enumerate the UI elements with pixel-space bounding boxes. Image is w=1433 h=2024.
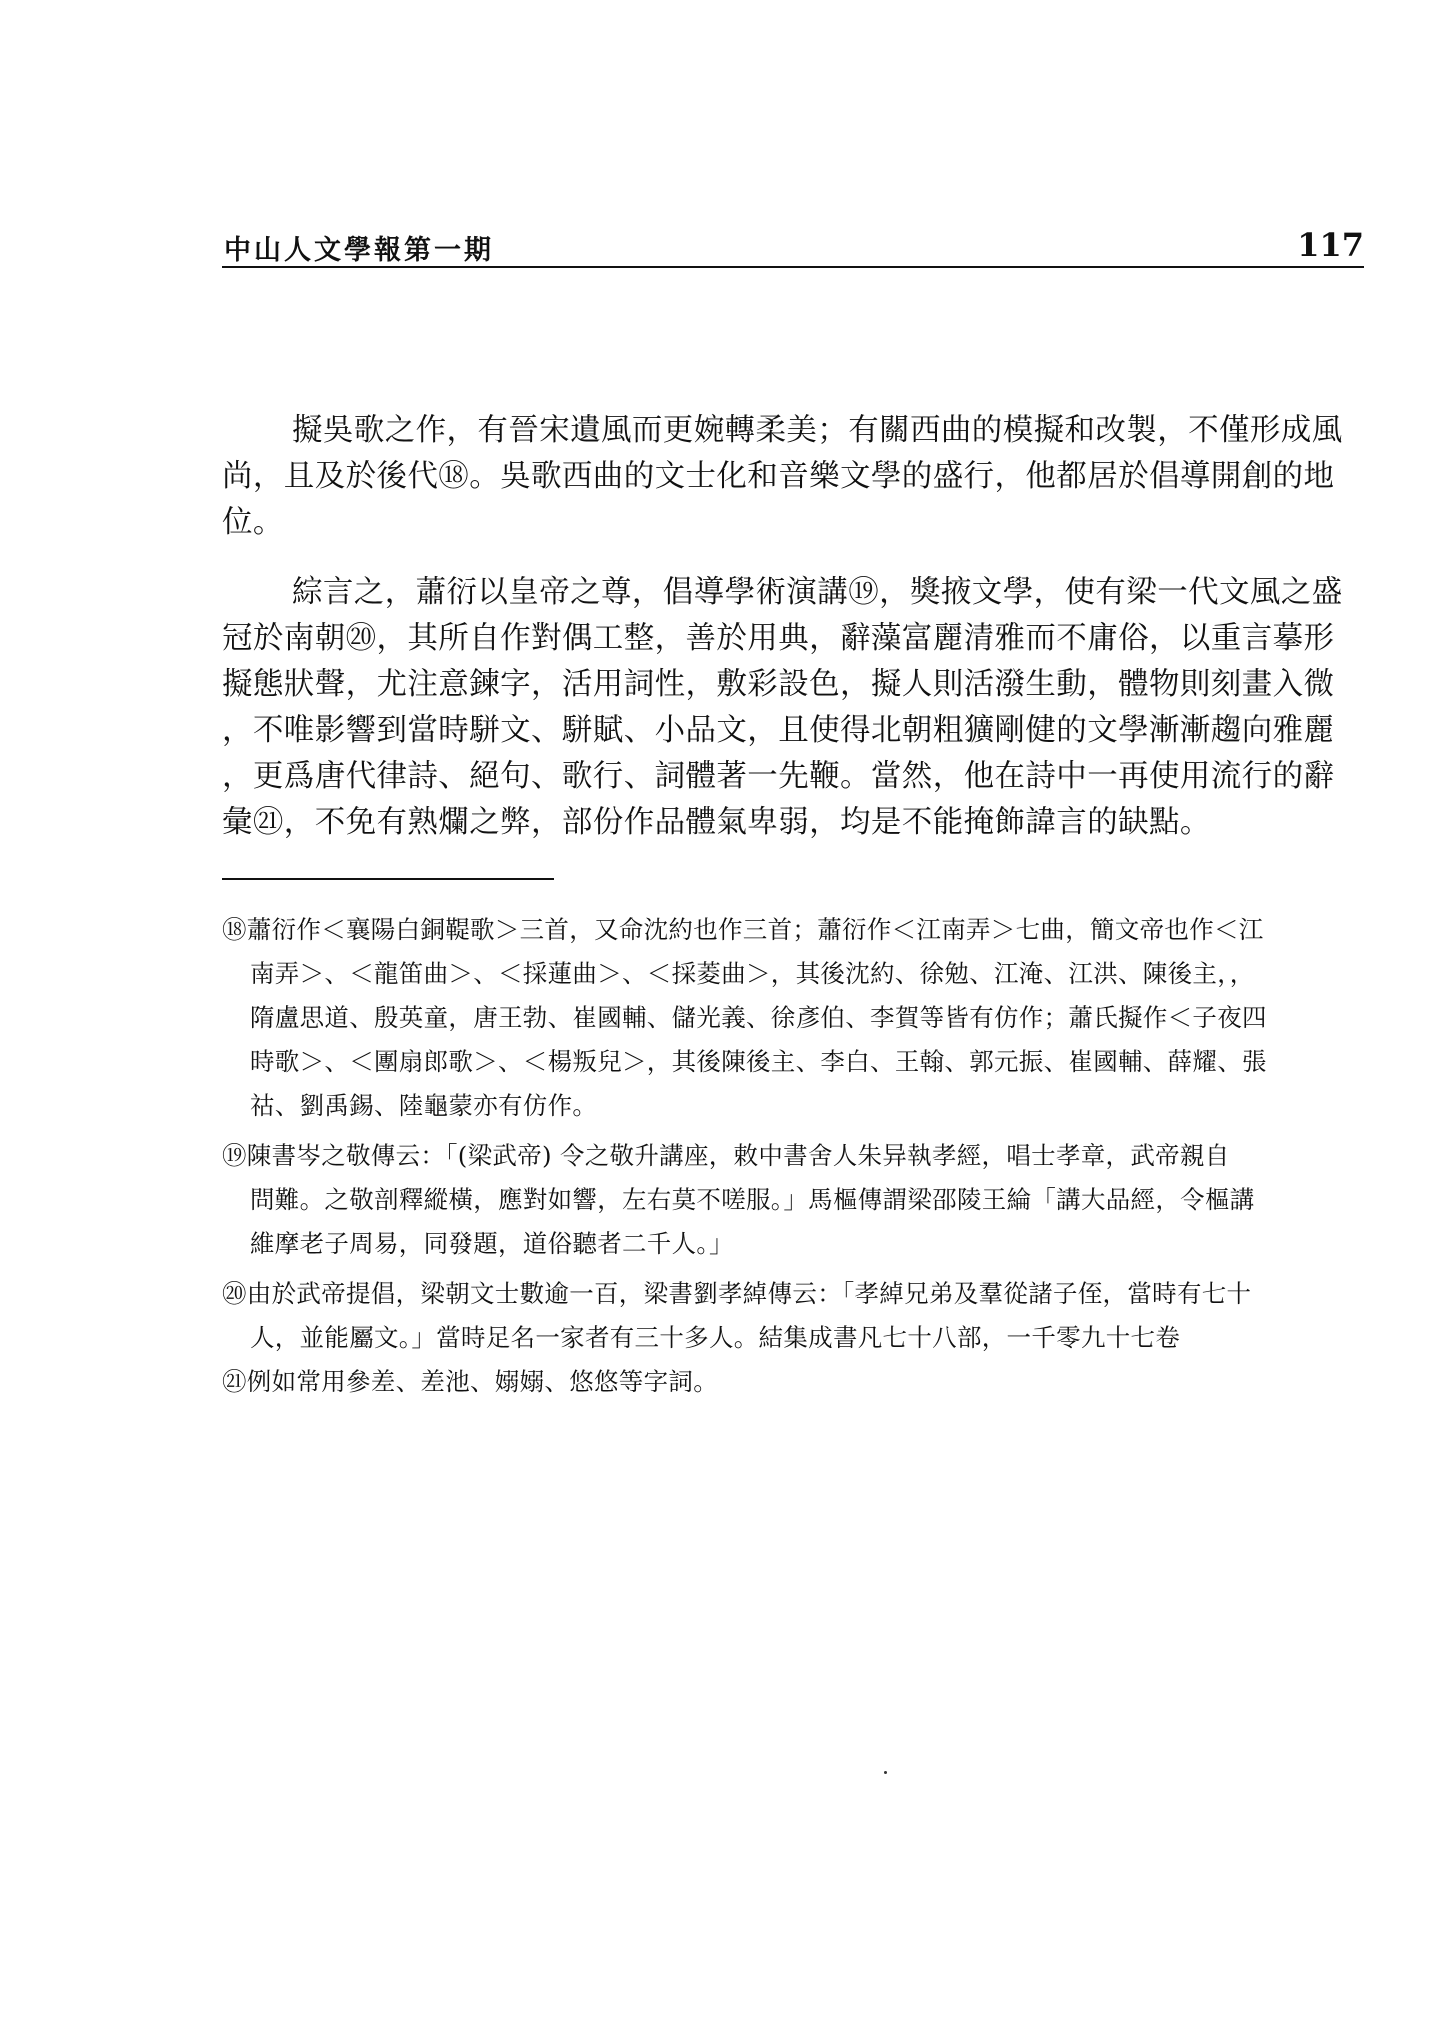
footnote-line: 時歌＞、＜團扇郎歌＞、＜楊叛兒＞，其後陳後主、李白、王翰、郭元振、崔國輔、薛耀、張 xyxy=(250,1047,1267,1076)
footnote-line: 問難。之敬剖釋縱橫，應對如響，左右莫不嗟服。」馬樞傳謂梁邵陵王綸「講大品經，令樞講 xyxy=(250,1185,1255,1214)
footnote-separator xyxy=(222,878,554,880)
footnote-18 xyxy=(222,908,1364,1128)
footnote-21 xyxy=(222,1360,1364,1404)
text-line: 擬態狀聲，尤注意鍊字，活用詞性，敷彩設色，擬人則活潑生動，體物則刻畫入微 xyxy=(222,667,1335,702)
text-line: 彙㉑，不免有熟爛之弊，部份作品體氣卑弱，均是不能掩飾諱言的缺點。 xyxy=(222,805,1211,840)
footnote-line: 維摩老子周易，同發題，道俗聽者二千人。」 xyxy=(250,1229,734,1258)
page-number: 117 xyxy=(1297,226,1364,264)
text-line: 位。 xyxy=(222,505,284,540)
footnote-line: ⑲陳書岑之敬傳云：「(梁武帝) 令之敬升講座，敕中書舍人朱异執孝經，唱士孝章，武帝親自 xyxy=(222,1141,1230,1170)
footnote-line: ⑱蕭衍作＜襄陽白銅鞮歌＞三首，又命沈約也作三首；蕭衍作＜江南弄＞七曲，簡文帝也作＜江 xyxy=(222,915,1264,944)
text-line: ，不唯影響到當時駢文、駢賦、小品文，且使得北朝粗獷剛健的文學漸漸趨向雅麗 xyxy=(222,713,1335,748)
footnote-20 xyxy=(222,1272,1364,1360)
footnote-19 xyxy=(222,1134,1364,1266)
paragraph xyxy=(222,570,1364,846)
footnote-line: 祜、劉禹錫、陸龜蒙亦有仿作。 xyxy=(250,1091,598,1120)
running-header xyxy=(222,226,1364,268)
text-line: 綜言之，蕭衍以皇帝之尊，倡導學術演講⑲，獎掖文學，使有梁一代文風之盛 xyxy=(292,575,1343,610)
footnote-line: ⑳由於武帝提倡，梁朝文士數逾一百，梁書劉孝綽傳云：「孝綽兄弟及羣從諸子侄，當時有七十 xyxy=(222,1279,1252,1308)
main-text xyxy=(222,408,1364,846)
footnote-line: 人，並能屬文。」當時足名一家者有三十多人。結集成書凡七十八部，一千零九十七卷 xyxy=(250,1323,1181,1352)
paragraph xyxy=(222,408,1364,546)
scan-speck xyxy=(884,1771,887,1774)
text-line: ，更爲唐代律詩、絕句、歌行、詞體著一先鞭。當然，他在詩中一再使用流行的辭 xyxy=(222,759,1335,794)
footnote-line: 南弄＞、＜龍笛曲＞、＜採蓮曲＞、＜採菱曲＞，其後沈約、徐勉、江淹、江洪、陳後主，， xyxy=(250,959,1255,988)
text-line: 擬吳歌之作，有晉宋遺風而更婉轉柔美；有關西曲的模擬和改製，不僅形成風 xyxy=(292,413,1343,448)
text-line: 冠於南朝⑳，其所自作對偶工整，善於用典，辭藻富麗清雅而不庸俗，以重言摹形 xyxy=(222,621,1335,656)
footnote-line: 隋盧思道、殷英童，唐王勃、崔國輔、儲光義、徐彥伯、李賀等皆有仿作；蕭氏擬作＜子夜四 xyxy=(250,1003,1267,1032)
footnote-line: ㉑例如常用參差、差池、嫋嫋、悠悠等字詞。 xyxy=(222,1367,718,1396)
footnotes xyxy=(222,908,1364,1404)
text-line: 尚，且及於後代⑱。吳歌西曲的文士化和音樂文學的盛行，他都居於倡導開創的地 xyxy=(222,459,1335,494)
journal-title: 中山人文學報第一期 xyxy=(224,235,494,266)
